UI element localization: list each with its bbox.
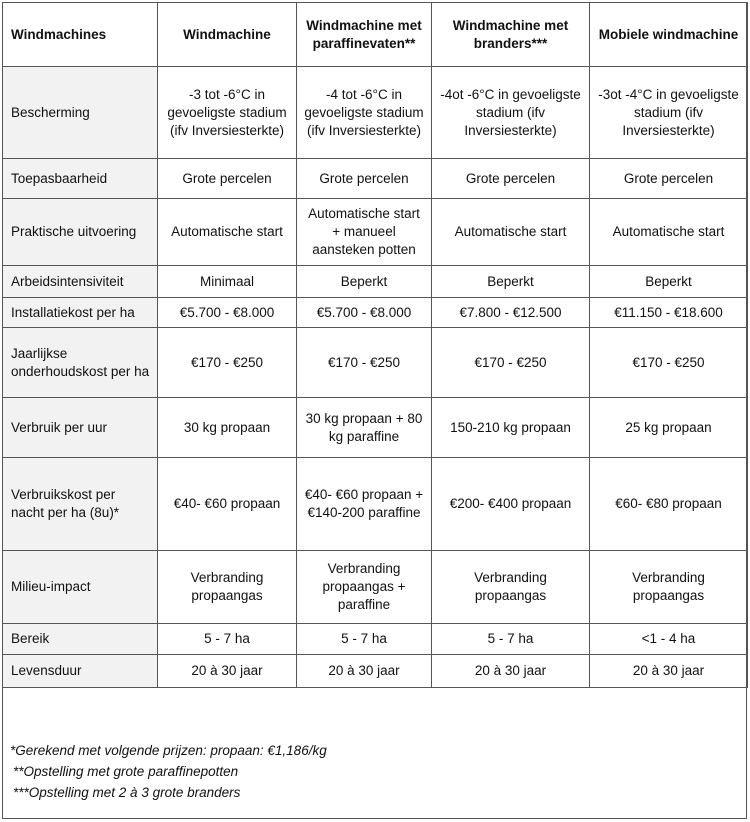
table-header-row (3, 3, 748, 67)
table-cell: 25 kg propaan (590, 398, 748, 458)
table-row (3, 298, 748, 328)
table-row (3, 328, 748, 398)
table-row (3, 266, 748, 298)
table-cell: €170 - €250 (297, 328, 432, 398)
table-cell: Grote percelen (432, 159, 590, 199)
row-label: Bereik (3, 624, 158, 655)
row-label: Levensduur (3, 655, 158, 688)
table-cell: €170 - €250 (590, 328, 748, 398)
footnotes (10, 740, 740, 803)
table-cell: Beperkt (432, 266, 590, 298)
table-cell: -3 tot -6°C in gevoeligste stadium (ifv Inversiesterkte) (158, 67, 297, 159)
row-label: Milieu-impact (3, 551, 158, 624)
header-cell: Windmachine met branders*** (432, 3, 590, 67)
table-row (3, 551, 748, 624)
table-cell: -4ot -6°C in gevoeligste stadium (ifv Inversiesterkte) (432, 67, 590, 159)
table-cell: €60- €80 propaan (590, 458, 748, 551)
table-cell: -3ot -4°C in gevoeligste stadium (ifv Inversiesterkte) (590, 67, 748, 159)
table-cell: Minimaal (158, 266, 297, 298)
table-cell: Verbranding propaangas (432, 551, 590, 624)
table-cell: 20 à 30 jaar (590, 655, 748, 688)
row-label: Arbeidsintensiviteit (3, 266, 158, 298)
table-row (3, 458, 748, 551)
footnote: ***Opstelling met 2 à 3 grote branders (13, 785, 241, 800)
footnote: **Opstelling met grote paraffinepotten (13, 764, 239, 779)
table-cell: €40- €60 propaan (158, 458, 297, 551)
table-cell: Grote percelen (590, 159, 748, 199)
table-cell: Grote percelen (297, 159, 432, 199)
table-cell: €5.700 - €8.000 (158, 298, 297, 328)
row-label: Praktische uitvoering (3, 199, 158, 266)
table-cell: Automatische start (590, 199, 748, 266)
table-row (3, 655, 748, 688)
table-row (3, 67, 748, 159)
header-cell: Windmachine met paraffinevaten** (297, 3, 432, 67)
table-cell: Automatische start (432, 199, 590, 266)
table-cell: Verbranding propaangas (158, 551, 297, 624)
table-cell: 30 kg propaan (158, 398, 297, 458)
table-cell: €170 - €250 (432, 328, 590, 398)
header-cell: Mobiele windmachine (590, 3, 748, 67)
table-cell: Verbranding propaangas (590, 551, 748, 624)
table-cell: -4 tot -6°C in gevoeligste stadium (ifv Inversiesterkte) (297, 67, 432, 159)
table-cell: 5 - 7 ha (158, 624, 297, 655)
footnote: *Gerekend met volgende prijzen: propaan: €1,186/kg (10, 743, 327, 758)
table-cell: 30 kg propaan + 80 kg paraffine (297, 398, 432, 458)
table-cell: 150-210 kg propaan (432, 398, 590, 458)
table-cell: €40- €60 propaan + €140-200 paraffine (297, 458, 432, 551)
table-cell: 5 - 7 ha (297, 624, 432, 655)
table-row (3, 199, 748, 266)
table-cell: €170 - €250 (158, 328, 297, 398)
table-cell: Verbranding propaangas + paraffine (297, 551, 432, 624)
table-row (3, 398, 748, 458)
row-label: Bescherming (3, 67, 158, 159)
table-cell: Automatische start + manueel aansteken potten (297, 199, 432, 266)
table-row (3, 624, 748, 655)
row-label: Installatiekost per ha (3, 298, 158, 328)
table-row (3, 159, 748, 199)
table-cell: €5.700 - €8.000 (297, 298, 432, 328)
table-cell: <1 - 4 ha (590, 624, 748, 655)
table-cell: €11.150 - €18.600 (590, 298, 748, 328)
row-label: Toepasbaarheid (3, 159, 158, 199)
row-label: Verbruikskost per nacht per ha (8u)* (3, 458, 158, 551)
table-cell: 5 - 7 ha (432, 624, 590, 655)
header-cell: Windmachines (3, 3, 158, 67)
table-cell: Grote percelen (158, 159, 297, 199)
table-cell: 20 à 30 jaar (158, 655, 297, 688)
table-cell: Beperkt (590, 266, 748, 298)
table-cell: Beperkt (297, 266, 432, 298)
row-label: Jaarlijkse onderhoudskost per ha (3, 328, 158, 398)
row-label: Verbruik per uur (3, 398, 158, 458)
comparison-table (2, 2, 748, 688)
table-cell: 20 à 30 jaar (432, 655, 590, 688)
header-cell: Windmachine (158, 3, 297, 67)
table-cell: €200- €400 propaan (432, 458, 590, 551)
table-cell: Automatische start (158, 199, 297, 266)
table-cell: 20 à 30 jaar (297, 655, 432, 688)
table-cell: €7.800 - €12.500 (432, 298, 590, 328)
